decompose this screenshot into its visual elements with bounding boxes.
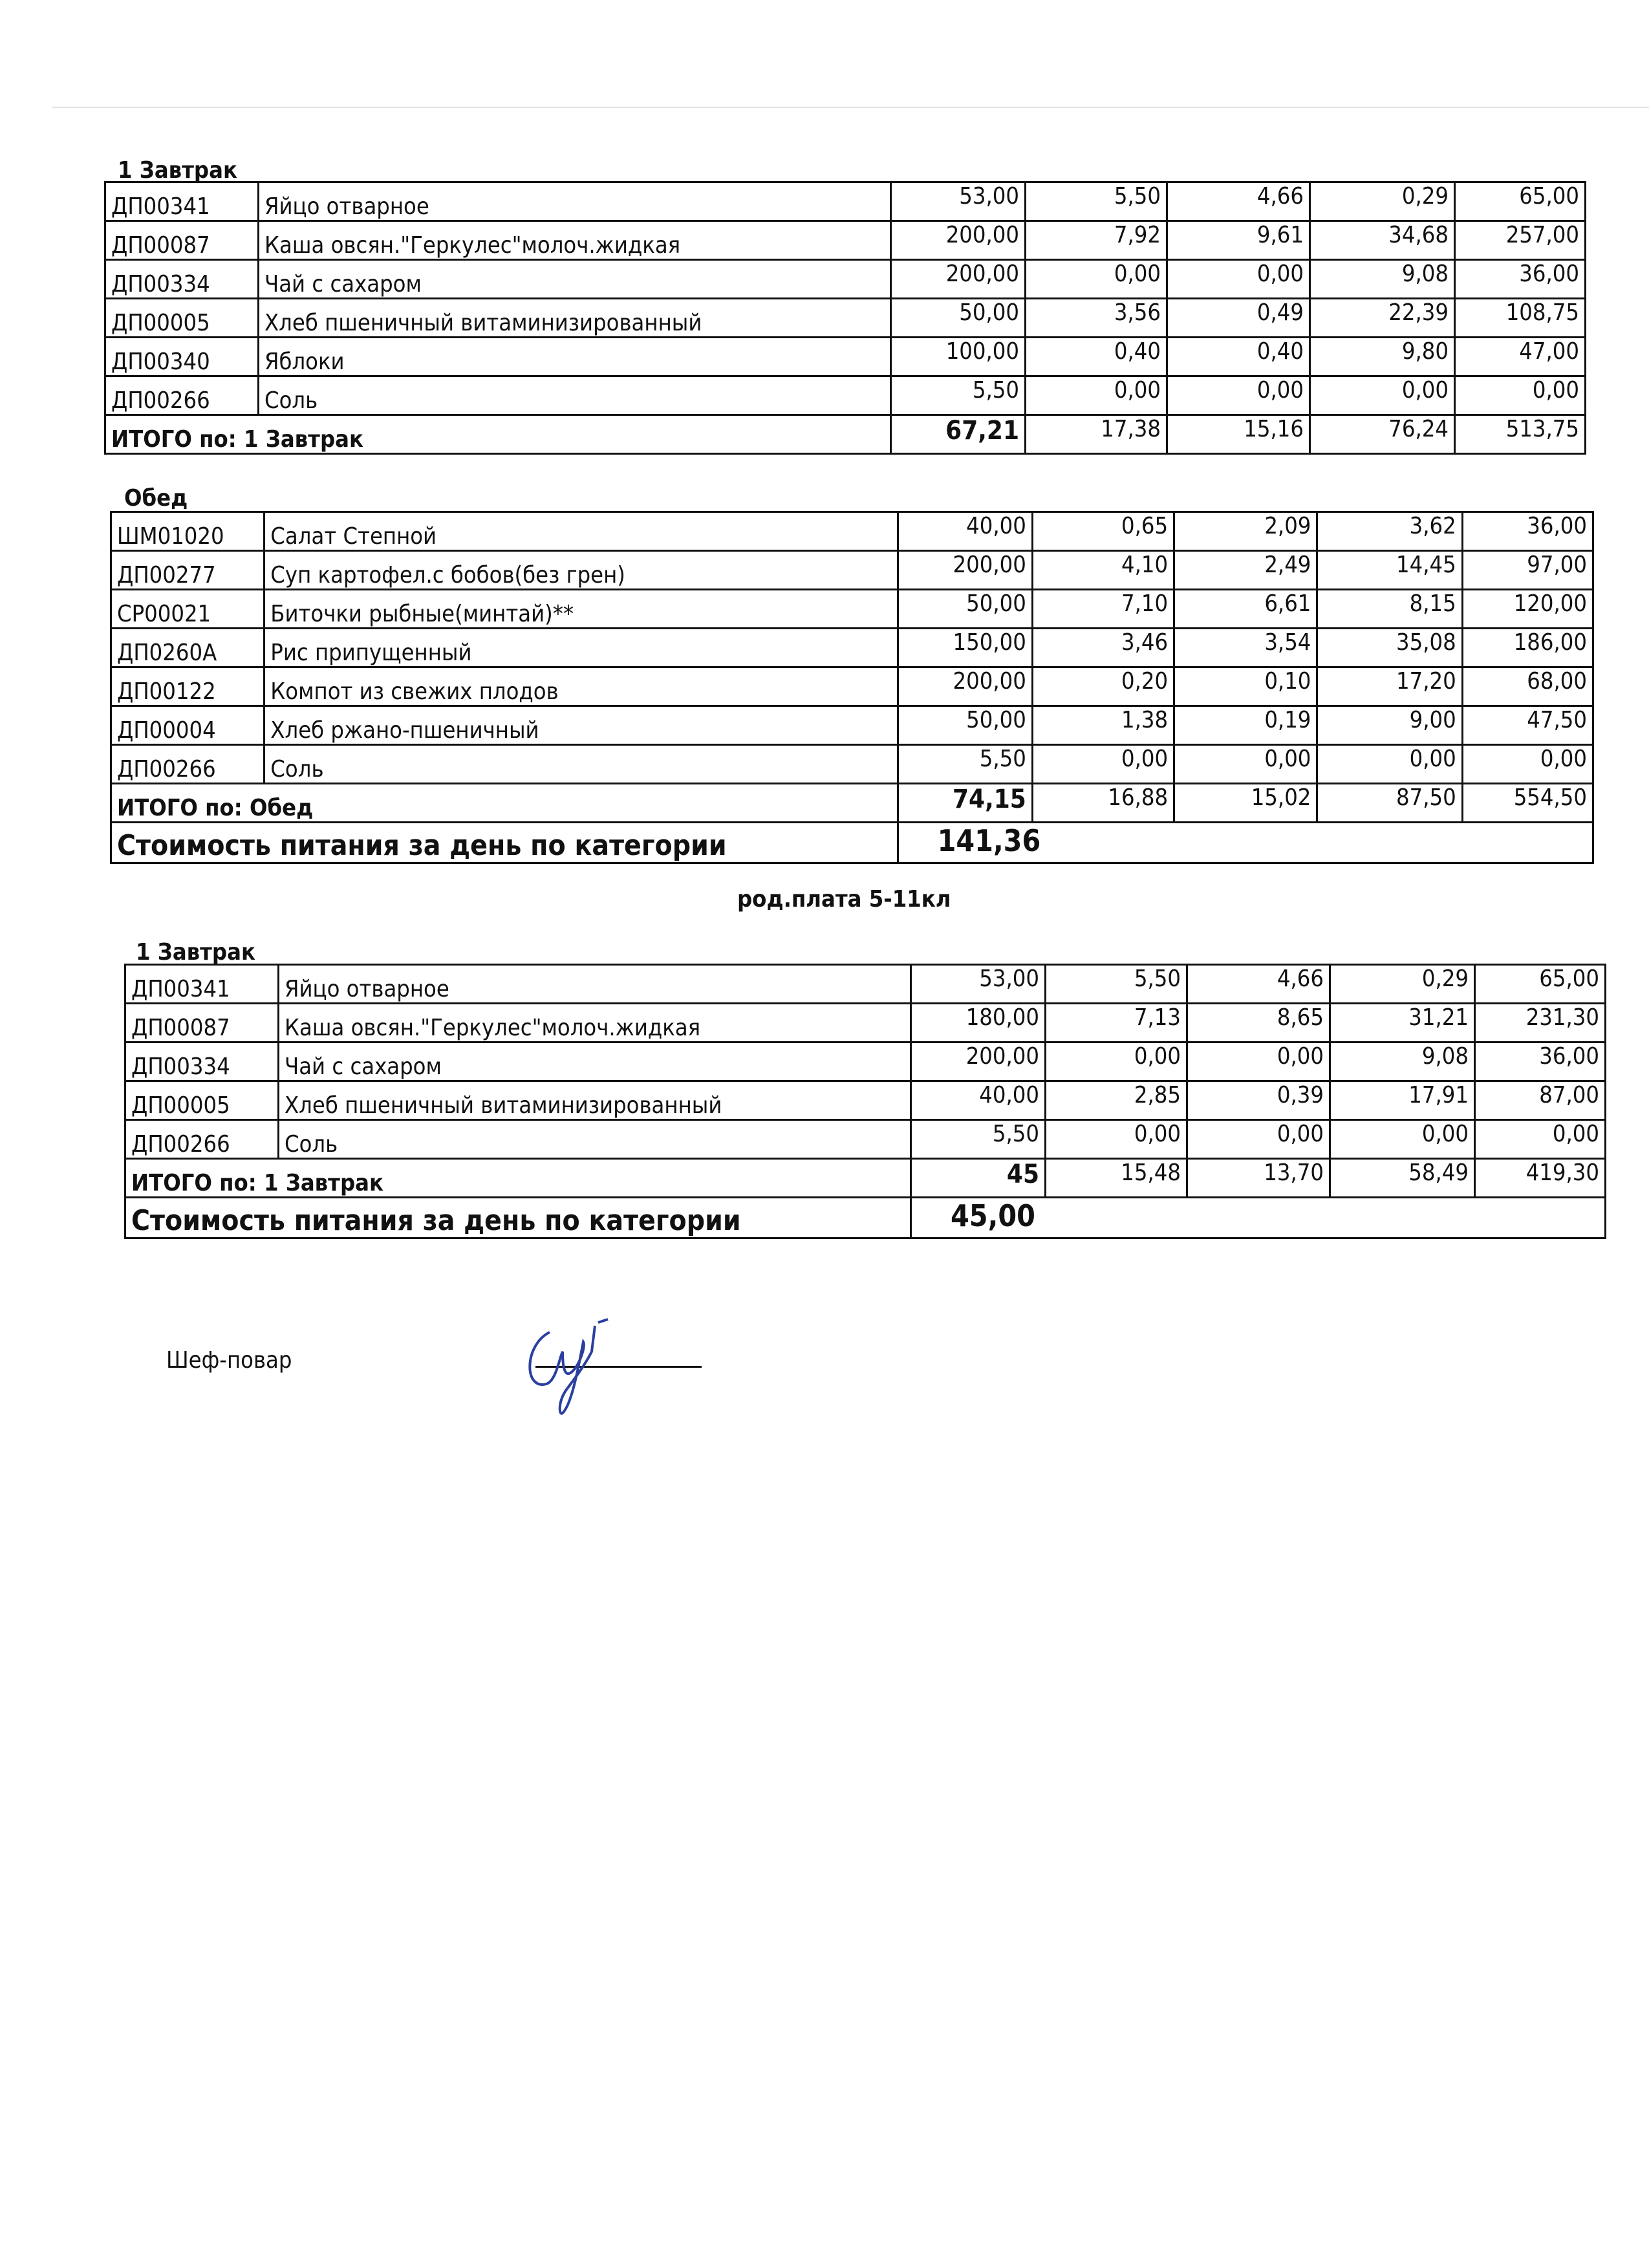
fat-cell: 9,61 — [1167, 221, 1310, 260]
table-row — [111, 667, 1593, 706]
item-code-cell: ДП00340 — [105, 338, 259, 376]
portion-cell: 100,00 — [891, 338, 1026, 376]
carbs-cell: 9,80 — [1310, 338, 1455, 376]
carbs-cell: 0,00 — [1310, 376, 1455, 415]
total-fat-cell: 15,16 — [1167, 415, 1310, 454]
section-title-lunch: Обед — [124, 485, 188, 512]
calories-cell: 186,00 — [1462, 629, 1593, 667]
item-code-cell: ДП00122 — [111, 667, 264, 706]
calories-cell: 47,00 — [1455, 338, 1586, 376]
item-code-cell: ДП00087 — [125, 1004, 279, 1042]
item-name-cell: Хлеб пшеничный витаминизированный — [259, 299, 891, 338]
protein-cell: 0,20 — [1032, 667, 1174, 706]
protein-cell: 5,50 — [1026, 182, 1167, 221]
protein-cell: 4,10 — [1032, 551, 1174, 590]
table-row — [125, 1081, 1606, 1120]
item-name-cell: Соль — [279, 1120, 911, 1159]
total-row — [111, 784, 1593, 823]
total-fat-cell: 15,02 — [1174, 784, 1317, 823]
portion-cell: 200,00 — [891, 260, 1026, 299]
protein-cell: 5,50 — [1046, 965, 1187, 1004]
calories-cell: 36,00 — [1462, 512, 1593, 551]
carbs-cell: 0,00 — [1330, 1120, 1475, 1159]
protein-cell: 0,40 — [1026, 338, 1167, 376]
breakfast-table-1 — [104, 181, 1586, 455]
fat-cell: 4,66 — [1187, 965, 1330, 1004]
item-name-cell: Чай с сахаром — [259, 260, 891, 299]
signature-image — [511, 1306, 640, 1423]
carbs-cell: 9,08 — [1330, 1042, 1475, 1081]
table-row — [125, 1004, 1606, 1042]
total-label-cell: ИТОГО по: 1 Завтрак — [125, 1159, 911, 1198]
cost-label-cell: Стоимость питания за день по категории — [111, 823, 898, 863]
scan-edge-line — [52, 107, 1649, 108]
protein-cell: 3,46 — [1032, 629, 1174, 667]
carbs-cell: 31,21 — [1330, 1004, 1475, 1042]
lunch-table — [110, 511, 1594, 864]
item-name-cell: Хлеб ржано-пшеничный — [264, 706, 898, 745]
fat-cell: 3,54 — [1174, 629, 1317, 667]
fat-cell: 0,40 — [1167, 338, 1310, 376]
calories-cell: 68,00 — [1462, 667, 1593, 706]
calories-cell: 108,75 — [1455, 299, 1586, 338]
portion-cell: 200,00 — [911, 1042, 1046, 1081]
item-code-cell: ДП00277 — [111, 551, 264, 590]
carbs-cell: 14,45 — [1317, 551, 1462, 590]
section-title-breakfast-2: 1 Завтрак — [136, 939, 255, 966]
portion-cell: 40,00 — [911, 1081, 1046, 1120]
item-name-cell: Компот из свежих плодов — [264, 667, 898, 706]
item-code-cell: ДП00266 — [125, 1120, 279, 1159]
item-name-cell: Каша овсян."Геркулес"молоч.жидкая — [279, 1004, 911, 1042]
carbs-cell: 0,29 — [1330, 965, 1475, 1004]
item-code-cell: ДП00266 — [111, 745, 264, 784]
fat-cell: 0,10 — [1174, 667, 1317, 706]
cost-row — [111, 823, 1593, 863]
total-portion-cell: 45 — [911, 1159, 1046, 1198]
carbs-cell: 0,29 — [1310, 182, 1455, 221]
table-row — [111, 590, 1593, 629]
total-carbs-cell: 76,24 — [1310, 415, 1455, 454]
item-code-cell: ДП00005 — [105, 299, 259, 338]
portion-cell: 53,00 — [911, 965, 1046, 1004]
calories-cell: 257,00 — [1455, 221, 1586, 260]
portion-cell: 50,00 — [898, 706, 1032, 745]
item-name-cell: Суп картофел.с бобов(без грен) — [264, 551, 898, 590]
total-calories-cell: 554,50 — [1462, 784, 1593, 823]
item-name-cell: Яйцо отварное — [279, 965, 911, 1004]
total-row — [125, 1159, 1606, 1198]
calories-cell: 0,00 — [1475, 1120, 1606, 1159]
item-name-cell: Биточки рыбные(минтай)** — [264, 590, 898, 629]
fat-cell: 0,19 — [1174, 706, 1317, 745]
item-code-cell: ШМ01020 — [111, 512, 264, 551]
cost-label-cell: Стоимость питания за день по категории — [125, 1198, 911, 1238]
fat-cell: 4,66 — [1167, 182, 1310, 221]
table-row — [125, 1120, 1606, 1159]
portion-cell: 200,00 — [898, 667, 1032, 706]
table-row — [111, 706, 1593, 745]
total-portion-cell: 74,15 — [898, 784, 1032, 823]
carbs-cell: 8,15 — [1317, 590, 1462, 629]
total-calories-cell: 419,30 — [1475, 1159, 1606, 1198]
table-row — [105, 338, 1586, 376]
fat-cell: 0,49 — [1167, 299, 1310, 338]
fat-cell: 2,49 — [1174, 551, 1317, 590]
section-title-breakfast-1: 1 Завтрак — [118, 157, 237, 184]
item-name-cell: Яблоки — [259, 338, 891, 376]
calories-cell: 0,00 — [1455, 376, 1586, 415]
carbs-cell: 9,08 — [1310, 260, 1455, 299]
calories-cell: 97,00 — [1462, 551, 1593, 590]
fat-cell: 8,65 — [1187, 1004, 1330, 1042]
protein-cell: 0,00 — [1046, 1042, 1187, 1081]
carbs-cell: 17,91 — [1330, 1081, 1475, 1120]
portion-cell: 5,50 — [911, 1120, 1046, 1159]
item-name-cell: Соль — [264, 745, 898, 784]
table-row — [105, 182, 1586, 221]
fat-cell: 0,00 — [1187, 1042, 1330, 1081]
total-protein-cell: 15,48 — [1046, 1159, 1187, 1198]
protein-cell: 0,00 — [1046, 1120, 1187, 1159]
fat-cell: 0,00 — [1167, 260, 1310, 299]
total-fat-cell: 13,70 — [1187, 1159, 1330, 1198]
calories-cell: 65,00 — [1475, 965, 1606, 1004]
portion-cell: 150,00 — [898, 629, 1032, 667]
item-name-cell: Соль — [259, 376, 891, 415]
portion-cell: 5,50 — [891, 376, 1026, 415]
protein-cell: 0,00 — [1026, 260, 1167, 299]
item-name-cell: Салат Степной — [264, 512, 898, 551]
portion-cell: 180,00 — [911, 1004, 1046, 1042]
carbs-cell: 34,68 — [1310, 221, 1455, 260]
table-row — [111, 629, 1593, 667]
carbs-cell: 3,62 — [1317, 512, 1462, 551]
total-protein-cell: 16,88 — [1032, 784, 1174, 823]
calories-cell: 0,00 — [1462, 745, 1593, 784]
protein-cell: 3,56 — [1026, 299, 1167, 338]
table-row — [125, 1042, 1606, 1081]
table-row — [105, 260, 1586, 299]
table-row — [111, 512, 1593, 551]
fat-cell: 0,00 — [1174, 745, 1317, 784]
total-row — [105, 415, 1586, 454]
item-code-cell: ДП00334 — [125, 1042, 279, 1081]
item-code-cell: ДП0260А — [111, 629, 264, 667]
calories-cell: 47,50 — [1462, 706, 1593, 745]
carbs-cell: 9,00 — [1317, 706, 1462, 745]
item-code-cell: ДП00087 — [105, 221, 259, 260]
calories-cell: 231,30 — [1475, 1004, 1606, 1042]
portion-cell: 200,00 — [891, 221, 1026, 260]
item-code-cell: СР00021 — [111, 590, 264, 629]
item-code-cell: ДП00341 — [105, 182, 259, 221]
cost-row — [125, 1198, 1606, 1238]
protein-cell: 7,92 — [1026, 221, 1167, 260]
fat-cell: 6,61 — [1174, 590, 1317, 629]
item-name-cell: Хлеб пшеничный витаминизированный — [279, 1081, 911, 1120]
protein-cell: 0,00 — [1032, 745, 1174, 784]
table-row — [105, 376, 1586, 415]
table-row — [105, 299, 1586, 338]
category-note: род.плата 5-11кл — [737, 886, 951, 913]
calories-cell: 87,00 — [1475, 1081, 1606, 1120]
item-name-cell: Рис припущенный — [264, 629, 898, 667]
protein-cell: 0,65 — [1032, 512, 1174, 551]
calories-cell: 36,00 — [1455, 260, 1586, 299]
breakfast-table-2 — [124, 964, 1606, 1239]
chef-label: Шеф-повар — [166, 1347, 292, 1374]
portion-cell: 53,00 — [891, 182, 1026, 221]
calories-cell: 120,00 — [1462, 590, 1593, 629]
protein-cell: 0,00 — [1026, 376, 1167, 415]
item-code-cell: ДП00341 — [125, 965, 279, 1004]
fat-cell: 0,00 — [1167, 376, 1310, 415]
protein-cell: 7,13 — [1046, 1004, 1187, 1042]
item-code-cell: ДП00004 — [111, 706, 264, 745]
item-name-cell: Каша овсян."Геркулес"молоч.жидкая — [259, 221, 891, 260]
total-label-cell: ИТОГО по: 1 Завтрак — [105, 415, 891, 454]
table-row — [125, 965, 1606, 1004]
carbs-cell: 22,39 — [1310, 299, 1455, 338]
protein-cell: 7,10 — [1032, 590, 1174, 629]
total-calories-cell: 513,75 — [1455, 415, 1586, 454]
total-portion-cell: 67,21 — [891, 415, 1026, 454]
table-row — [111, 745, 1593, 784]
carbs-cell: 17,20 — [1317, 667, 1462, 706]
fat-cell: 2,09 — [1174, 512, 1317, 551]
calories-cell: 65,00 — [1455, 182, 1586, 221]
table-row — [111, 551, 1593, 590]
portion-cell: 200,00 — [898, 551, 1032, 590]
cost-value-cell: 45,00 — [911, 1198, 1606, 1238]
carbs-cell: 0,00 — [1317, 745, 1462, 784]
portion-cell: 50,00 — [898, 590, 1032, 629]
total-carbs-cell: 87,50 — [1317, 784, 1462, 823]
portion-cell: 40,00 — [898, 512, 1032, 551]
carbs-cell: 35,08 — [1317, 629, 1462, 667]
total-carbs-cell: 58,49 — [1330, 1159, 1475, 1198]
protein-cell: 1,38 — [1032, 706, 1174, 745]
total-protein-cell: 17,38 — [1026, 415, 1167, 454]
item-code-cell: ДП00266 — [105, 376, 259, 415]
item-code-cell: ДП00334 — [105, 260, 259, 299]
item-name-cell: Яйцо отварное — [259, 182, 891, 221]
protein-cell: 2,85 — [1046, 1081, 1187, 1120]
table-row — [105, 221, 1586, 260]
fat-cell: 0,00 — [1187, 1120, 1330, 1159]
cost-value-cell: 141,36 — [898, 823, 1593, 863]
item-name-cell: Чай с сахаром — [279, 1042, 911, 1081]
item-code-cell: ДП00005 — [125, 1081, 279, 1120]
portion-cell: 5,50 — [898, 745, 1032, 784]
fat-cell: 0,39 — [1187, 1081, 1330, 1120]
total-label-cell: ИТОГО по: Обед — [111, 784, 898, 823]
portion-cell: 50,00 — [891, 299, 1026, 338]
calories-cell: 36,00 — [1475, 1042, 1606, 1081]
